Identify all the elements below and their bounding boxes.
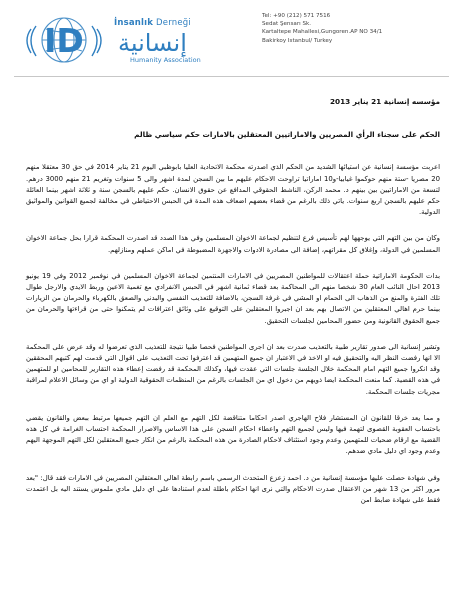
brand-name-arabic: إنسانية [118,29,187,57]
paragraph: و مما يعد خرقا للقانون ان المستشار فلاح الهاجري اصدر احكاما متناقضة لكل التهم مع العلم ان التهم جميعها مرتبط ببعض والقانون يقضي باحتساب العقوبة القصوى لتهمة فيها وليس لجميع التهم واعطاء احكام السجن على هذا الاساس والاصرار المحكمة احتساب الغرامة في كل هذه القضية مع ارقام ضحيات للمتهمين وعدم وجود استئناف لاحكام الصادرة من هذه المحكمة بالرغم من انكار جميع المعتقلين لكل التهم الموجهة اليهم وعدم وجود اي دليل مادي ضدهم. [26,413,440,456]
contact-info [262,12,452,45]
contact-phone: Tel: +90 (212) 571 7516 [262,13,331,19]
contact-district: Kartaltepe Mahallesi,Gungoren.AP NO 34/1 [262,29,383,36]
header-divider [14,76,449,77]
paragraph: اعربت مؤسسة إنسانية عن استيائها الشديد من الحكم الذي اصدرته محكمة الاتحادية العليا بابوظبي اليوم 21 يناير 2014 في حق 30 معتقلا منهم 20 مصريا -ستة منهم حوكموا غيابيا-و10 اماراتيا تراوحت الاحكام عليهم ما بين السجن لمدة اشهر والى 5 سنوات وتغريم 21 منهم 3000 درهم. لتسعة من الاماراتيين بين بينهم د. محمد الركن، الناشط الحقوقي المدافع عن حقوق الانسان. حكم عليهم بالسجن سنة و ثلاثة اشهر بينما العائلة حكم عليهم بالسجن اربع سنوات. ياتي ذلك بالرغم من قضاء بعضهم اضعاف هذه المدة في الحبس الاحتياطي في مخالفة لجميع القوانين والمواثيق الدولية. [26,163,440,217]
paragraph: وفي شهادة حصلت عليها مؤسسة إنسانية من د. احمد زعزع المتحدث الرسمي باسم رابطة اهالي المعتقلين المصريين في الامارات فقد قال: "بعد مرور اكثر من 13 شهر من الاعتقال صدرت الاحكام والتي نرى انها احكام باطلة لعدم استنادها على اي دليل مادي ملموس يستند اليه بل اعتمدت فقط على شهادة ضابط امن [26,473,440,505]
dateline: مؤسسه إنسانية 21 يناير 2013 [329,97,440,106]
organization-logo [14,10,224,68]
document-body [26,96,440,521]
brand-name-english: İnsanlık Derneği [114,18,191,28]
paragraph: وكان من بين التهم التي يوجهها لهم تأسيس فرع لتنظيم لجماعة الاخوان المسلمين وفي هذا الصدد قد اصدرت المحكمة قرارا بحل جماعة الاخوان المسلمين في الدولة، وإغلاق كل مقراتهم، إضافة الى مصادرة الادوات والاجهزة المضبوطة في اماكن عملهم ومنازلهم. [26,234,440,254]
contact-street: Sedat Şensarı Sk. [262,21,312,28]
contact-city: Bakirkoy Istanbul/ Turkey [262,37,333,44]
svg-text:ID: ID [44,21,84,60]
paragraph: وتشير إنسانية الى صدور تقارير طبية بالتعذيب صدرت بعد ان اجرى المواطنين فحصا طبيا نتيجة للتعذيب الذي تعرضوا له وقد عرض على المحكمة الا انها رفضت النظر اليه والتحقيق فيه او الاخذ في الاعتبار ان جميع المتهمين قد اعترفوا تحت التعذيب على اقوال التي قدمت لهم كتبهم المحققين وقد انكروا جميع التهم امام المحكمة خلال الجلسة جلسات التي عقدت فيها، وكذلك المحكمة قد رفضت إعطاء هذه التقارير للمحامين او للمتهمين في هذه القضية. كما منعت المحكمة ايضا ذويهم من دخول اي من الجلسات بالرغم من المنظمات الحقوقية الدولية او اي من وسائل الاعلام لمراقبة مجريات جلسات المحكمة. [26,342,440,396]
id-globe-logo-icon [18,16,110,64]
paragraph: بدات الحكومة الاماراتية حملة اعتقالات للمواطنين المصريين في الامارات المنتمين لجماعة الاخوان المسلمين في نوفمبر 2012 وفي 19 يونيو 2013 احال النائب العام 30 شخصا منهم الى المحاكمة بعد قضاء ثمانية اشهر في الحبس الانفرادي مع تغمية الاعين وربط الايدي والارجل طوال تلك الفترة والمنع من الذهاب الى الحمام او المشي في غرفة السجن، بالاضافة للتعذيب النفسي والبدني والصعق بالكهرباء والحرمان من الزيارات بينما حرم اهالي المعتقلين من الاتصال بهم بعد ان اجبروا المعتقلين على التوقيع على وثائق اعترافات لم يتمكنوا حتى من قراءتها والحرمان من جميع الحقوق القانونية ومن حضور المحامين لجلسات التحقيق. [26,271,440,325]
headline: الحكم على سجناء الرأي المصريين والاماراتيين المعتقلين بالامارات حكم سياسي ظالم [134,130,440,140]
brand-subtitle: Humanity Association [130,56,201,64]
